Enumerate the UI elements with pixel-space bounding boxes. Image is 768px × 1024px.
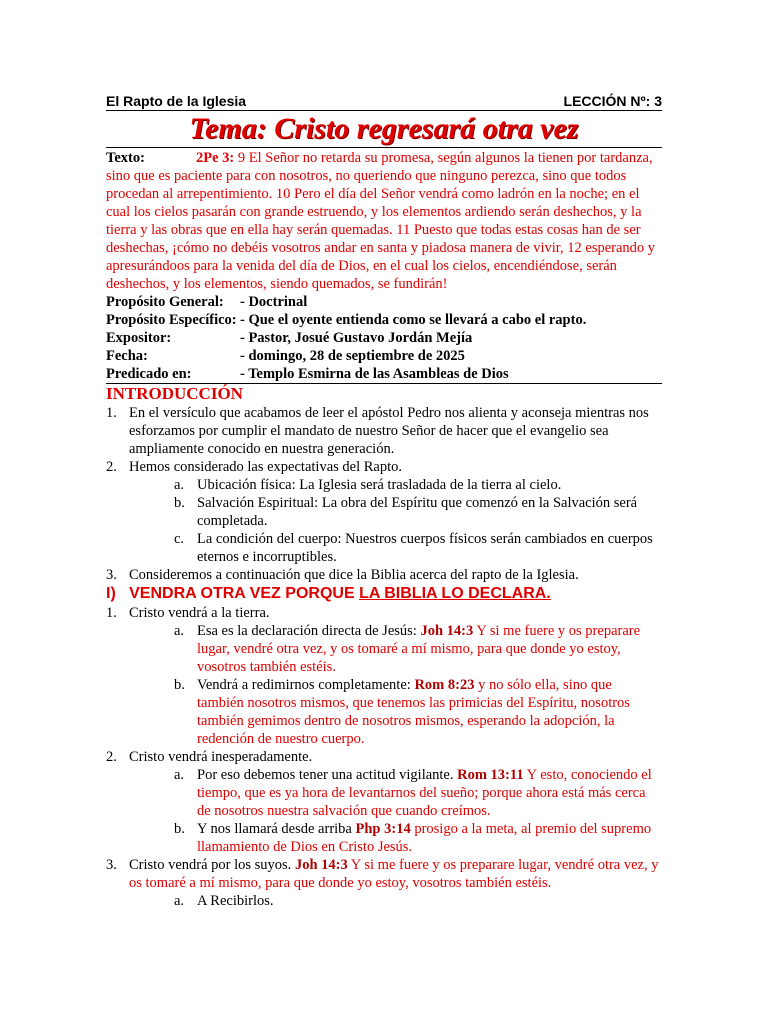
point-item (106, 748, 662, 766)
list-text: La condición del cuerpo: Nuestros cuerpos físicos serán cambiados en cuerpos eternos e incorruptibles. (197, 531, 653, 565)
plain-text: Cristo vendrá por los suyos. (129, 857, 295, 873)
scripture-quote: Y si me fuere y os preparare lugar, vendré otra vez, y os tomaré a mí mismo, para que donde yo estoy, vosotros también estéis. (129, 857, 659, 891)
meta-key: Propósito Específico: (106, 312, 237, 328)
meta-row (106, 293, 662, 311)
point-subitem (106, 766, 662, 820)
point-subitem (106, 820, 662, 856)
list-letter: c. (174, 531, 185, 547)
scripture-reference: Joh 14:3 (420, 623, 474, 639)
intro-heading: INTRODUCCIÓN (106, 384, 243, 403)
intro-subitem (106, 494, 662, 530)
sermon-metadata (106, 293, 662, 384)
list-text: Hemos considerado las expectativas del Rapto. (129, 459, 403, 475)
list-text (197, 676, 662, 748)
meta-key: Predicado en: (106, 366, 192, 382)
list-text (197, 622, 662, 676)
lesson-number: LECCIÓN Nº: 3 (563, 93, 662, 109)
scripture-quote: y no sólo ella, sino que también nosotros mismos, que tenemos las primicias del Espíritu, nosotros también gemimos dentro de nosotros mismos, esperando la adopción, la redención de nuestro cuerpo. (197, 677, 630, 747)
list-text: En el versículo que acabamos de leer el apóstol Pedro nos alienta y aconseja mientras nos esforzamos por cumplir el mandato de nuestro Señor de hacer que el evangelio sea ampliamente conocido en nuestra generación. (129, 405, 649, 457)
meta-key: Propósito General: (106, 294, 224, 310)
list-number: 2. (106, 459, 117, 475)
intro-subitem (106, 530, 662, 566)
list-letter: b. (174, 821, 185, 837)
point-subitem (106, 622, 662, 676)
document-content (106, 90, 662, 910)
plain-text: Y nos llamará desde arriba (197, 821, 356, 837)
intro-item (106, 458, 662, 476)
list-text (197, 766, 662, 820)
list-letter: b. (174, 677, 185, 693)
scripture-quote: Y esto, conociendo el tiempo, que es ya hora de levantarnos del sueño; porque ahora está más cerca de nosotros nuestra salvación que cuando creímos. (197, 767, 652, 819)
page-header (106, 90, 662, 111)
list-text: Consideremos a continuación que dice la Biblia acerca del rapto de la Iglesia. (129, 567, 579, 583)
meta-value: - Doctrinal (240, 294, 308, 310)
list-text (197, 820, 662, 856)
scripture-reference: Php 3:14 (355, 821, 411, 837)
section-heading-underlined: LA BIBLIA LO DECLARA. (359, 585, 551, 602)
meta-row (106, 329, 662, 347)
texto-body: 9 El Señor no retarda su promesa, según algunos la tienen por tardanza, sino que es paciente para con nosotros, no queriendo que ninguno perezca, sino que todos procedan al arrepentimiento. 10 Pero el día del Señor vendrá como ladrón en la noche; en el cual los cielos pasarán con grande estruendo, y los elementos ardiendo serán deshechos, y la tierra y las obras que en ella hay serán quemadas. 11 Puesto que todas estas cosas han de ser deshechas, ¡cómo no debéis vosotros andar en santa y piadosa manera de vivir, 12 esperando y apresurándoos para la venida del día de Dios, en el cual los cielos, encendiéndose, serán deshechos, y los elementos, siendo quemados, se fundirán! (106, 150, 656, 292)
list-number: 1. (106, 405, 117, 421)
list-letter: a. (174, 477, 185, 493)
intro-item (106, 404, 662, 458)
list-letter: a. (174, 767, 185, 783)
scripture-reference: Rom 8:23 (414, 677, 475, 693)
scripture-quote: Y si me fuere y os preparare lugar, vendré otra vez, y os tomaré a mí mismo, para que donde yo estoy, vosotros también estéis. (197, 623, 641, 675)
list-text: Cristo vendrá a la tierra. (129, 605, 270, 621)
point-item (106, 856, 662, 892)
section-heading (106, 584, 662, 604)
list-letter: a. (174, 623, 185, 639)
list-number: 3. (106, 857, 117, 873)
section-heading-text: I) VENDRA OTRA VEZ PORQUE (106, 585, 360, 602)
list-number: 1. (106, 605, 117, 621)
list-text: Cristo vendrá inesperadamente. (129, 749, 313, 765)
list-text (129, 856, 662, 892)
meta-row (106, 347, 662, 365)
scripture-reference: Joh 14:3 (294, 857, 348, 873)
texto-label: Texto: (106, 150, 145, 166)
meta-key: Fecha: (106, 348, 148, 364)
list-number: 3. (106, 567, 117, 583)
list-letter: a. (174, 893, 185, 909)
scripture-reference: Rom 13:11 (457, 767, 524, 783)
meta-row (106, 365, 662, 384)
meta-row (106, 311, 662, 329)
scripture-quote: prosigo a la meta, al premio del supremo llamamiento de Dios en Cristo Jesús. (197, 821, 652, 855)
intro-subitem (106, 476, 662, 494)
meta-key: Expositor: (106, 330, 172, 346)
point-subitem (106, 676, 662, 748)
plain-text: Vendrá a redimirnos completamente: (197, 677, 415, 693)
plain-text: Por eso debemos tener una actitud vigilante. (197, 767, 458, 783)
intro-item (106, 566, 662, 584)
list-text: A Recibirlos. (197, 893, 274, 909)
scripture-text (106, 149, 662, 293)
list-text: Ubicación física: La Iglesia será trasladada de la tierra al cielo. (197, 477, 562, 493)
list-letter: b. (174, 495, 185, 511)
point-subitem (106, 892, 662, 910)
meta-value: - Pastor, Josué Gustavo Jordán Mejía (240, 330, 473, 346)
page-title: Tema: Cristo regresará otra vez (106, 111, 662, 148)
meta-value: - Templo Esmirna de las Asambleas de Dios (240, 366, 509, 382)
meta-value: - domingo, 28 de septiembre de 2025 (240, 348, 465, 364)
point-item (106, 604, 662, 622)
meta-value: - Que el oyente entienda como se llevará a cabo el rapto. (240, 312, 587, 328)
texto-reference: 2Pe 3: (196, 150, 235, 166)
list-number: 2. (106, 749, 117, 765)
header-title: El Rapto de la Iglesia (106, 93, 247, 109)
list-text: Salvación Espiritual: La obra del Espíritu que comenzó en la Salvación será completada. (197, 495, 638, 529)
plain-text: Esa es la declaración directa de Jesús: (197, 623, 421, 639)
